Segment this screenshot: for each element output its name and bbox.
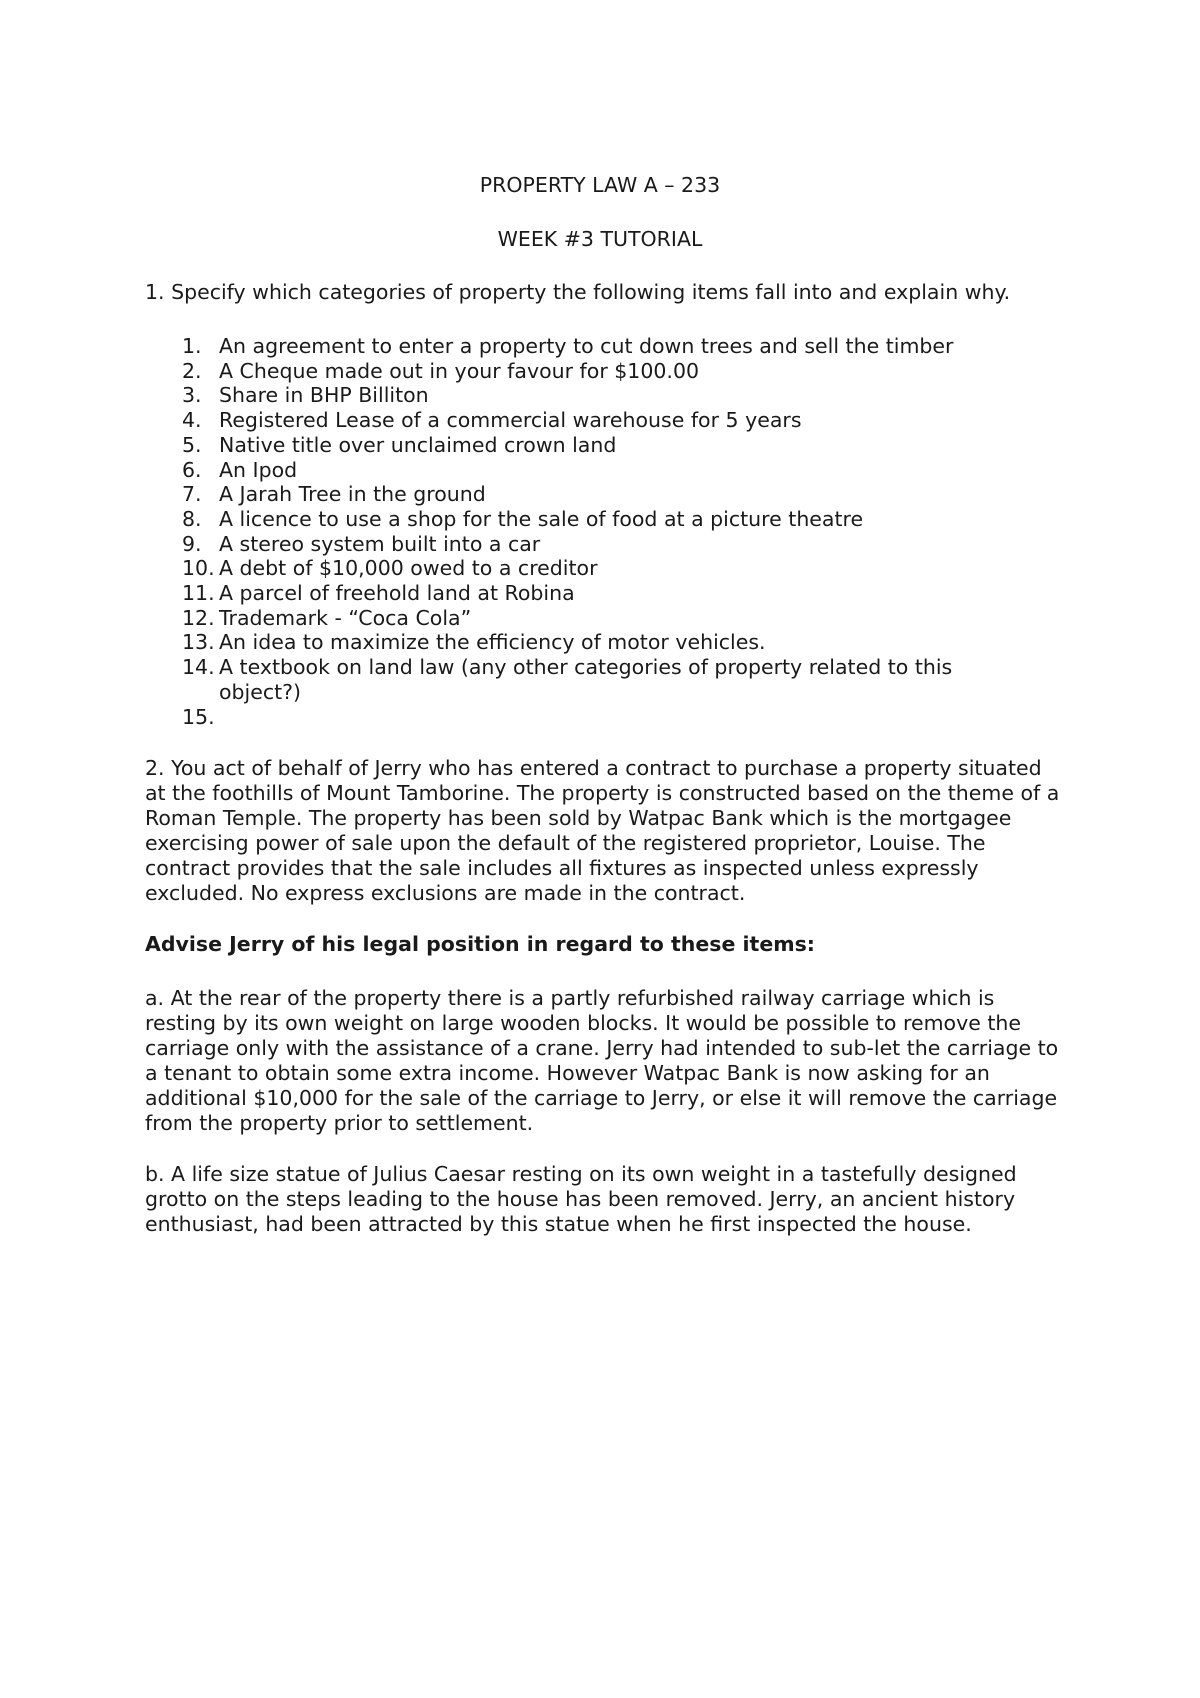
list-item-number: 3. <box>182 383 202 408</box>
list-item <box>145 630 1045 655</box>
list-item-number: 7. <box>182 482 202 507</box>
list-item <box>145 606 1045 631</box>
list-item <box>145 482 1045 507</box>
list-item-text: Share in BHP Billiton <box>219 383 429 408</box>
list-item-text: A stereo system built into a car <box>219 531 541 556</box>
question-1-prompt: 1. Specify which categories of property the following items fall into and explain why. <box>145 280 1011 304</box>
list-item-number: 15. <box>182 704 215 729</box>
list-item <box>145 433 1045 458</box>
list-item-number: 13. <box>182 630 215 655</box>
list-item-number: 11. <box>182 581 215 606</box>
list-item-text: A debt of $10,000 owed to a creditor <box>219 556 598 581</box>
list-item-number: 10. <box>182 556 215 581</box>
list-item-number: 12. <box>182 605 215 630</box>
question-2-part-b: b. A life size statue of Julius Caesar resting on its own weight in a tastefully designed grotto on the steps leading to the house has been removed. Jerry, an ancient history enthusiast, had been attracted by this statue when he first inspected the house. <box>145 1162 1017 1236</box>
document-subtitle: WEEK #3 TUTORIAL <box>497 227 703 251</box>
question-2-scenario: 2. You act of behalf of Jerry who has entered a contract to purchase a property situated at the foothills of Mount Tamborine. The property is constructed based on the theme of a Roman Temple. The property has been sold by Watpac Bank which is the mortgagee exercising power of sale upon the default of the registered proprietor, Louise. The contract provides that the sale includes all fixtures as inspected unless expressly excluded. No express exclusions are made in the contract. <box>145 756 1060 905</box>
list-item-text: An agreement to enter a property to cut down trees and sell the timber <box>219 334 954 358</box>
list-item <box>145 359 1045 384</box>
list-item <box>145 556 1045 581</box>
list-item <box>145 532 1045 557</box>
list-item-text: Native title over unclaimed crown land <box>219 432 617 457</box>
list-item <box>145 507 1045 532</box>
list-item <box>145 408 1045 433</box>
document-title: PROPERTY LAW A – 233 <box>479 173 721 197</box>
list-item-text: An idea to maximize the efficiency of motor vehicles. <box>219 630 766 655</box>
list-item-text: An Ipod <box>219 457 298 482</box>
list-item-text: Trademark - “Coca Cola” <box>219 605 472 630</box>
list-item-number: 4. <box>182 408 202 433</box>
list-item-text: A Jarah Tree in the ground <box>219 482 486 507</box>
list-item-text: A textbook on land law (any other categories of property related to this object?) <box>219 655 953 704</box>
list-item <box>145 655 1045 704</box>
list-item-number: 1. <box>182 334 202 358</box>
list-item <box>145 581 1045 606</box>
list-item-text: A licence to use a shop for the sale of food at a picture theatre <box>219 506 864 531</box>
list-item <box>145 383 1045 408</box>
list-item-text: A Cheque made out in your favour for $100.00 <box>219 358 700 383</box>
advise-heading: Advise Jerry of his legal position in regard to these items: <box>145 932 816 956</box>
list-item <box>145 334 1045 359</box>
question-2-part-a: a. At the rear of the property there is a partly refurbished railway carriage which is resting by its own weight on large wooden blocks. It would be possible to remove the carriage only with the assistance of a crane. Jerry had intended to sub-let the carriage to a tenant to obtain some extra income. However Watpac Bank is now asking for an additional $10,000 for the sale of the carriage to Jerry, or else it will remove the carriage from the property prior to settlement. <box>145 986 1059 1135</box>
list-item-text: A parcel of freehold land at Robina <box>219 581 575 606</box>
list-item-number: 9. <box>182 531 202 556</box>
list-item-number: 14. <box>182 655 215 680</box>
list-item-number: 6. <box>182 457 202 482</box>
property-items-list <box>145 334 1045 729</box>
list-item <box>145 458 1045 483</box>
list-item-number: 8. <box>182 506 202 531</box>
list-item-number: 5. <box>182 432 202 457</box>
list-item-text: Registered Lease of a commercial warehouse for 5 years <box>219 408 802 433</box>
list-item-number: 2. <box>182 358 202 383</box>
